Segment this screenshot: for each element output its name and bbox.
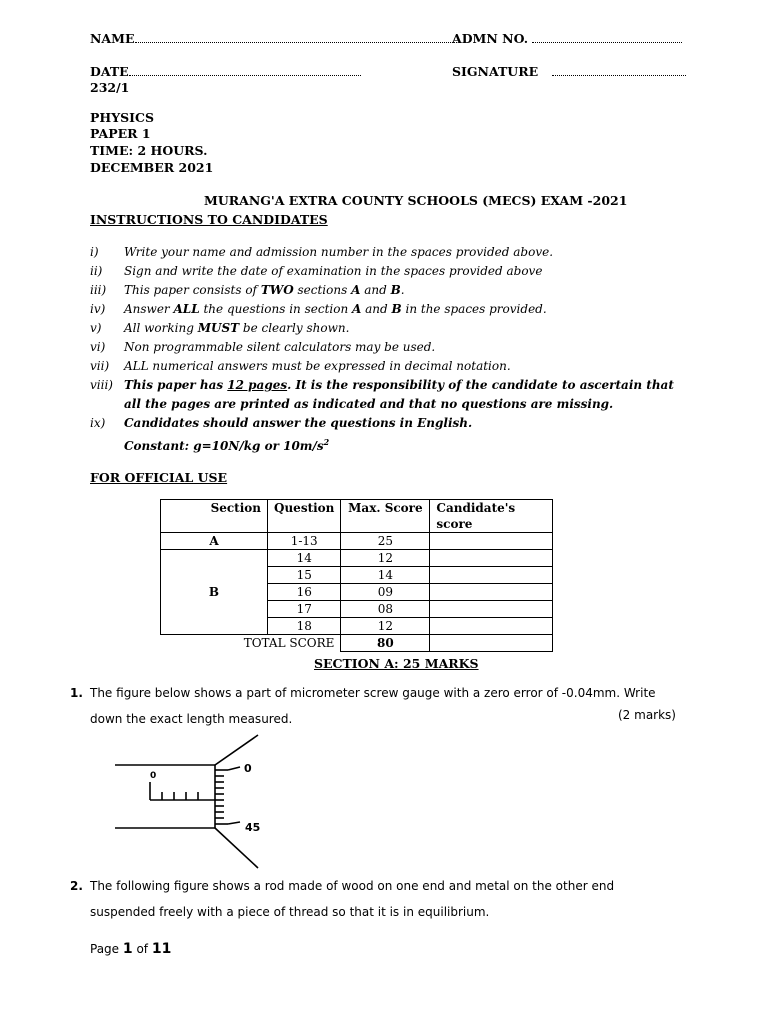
instruction-item: [90, 300, 690, 319]
question-cell: 17: [268, 601, 341, 618]
instruction-text-part: Candidates should answer the questions in English.: [124, 416, 473, 430]
instruction-text: Answer ALL the questions in section A and B in the spaces provided.: [124, 302, 547, 316]
admn-dotted-line: [532, 32, 682, 43]
question-text: The following figure shows a rod made of wood on one end and metal on the other end suspended freely with a piece of thread so that it is in equilibrium.: [90, 879, 615, 919]
micrometer-figure: [110, 730, 290, 875]
total-row: [161, 635, 553, 652]
signature-label: SIGNATURE: [452, 64, 539, 79]
question-2: [70, 873, 680, 925]
footer-page-word: Page: [90, 942, 120, 956]
instruction-item: [90, 262, 690, 281]
time-allowed: TIME: 2 HOURS.: [90, 143, 208, 158]
constant-text: Constant: g=10N/kg or 10m/s: [124, 439, 324, 453]
instruction-number: vii): [90, 359, 110, 373]
footer-of-word: of: [136, 942, 149, 956]
candidate-score-cell[interactable]: [430, 533, 553, 550]
question-cell: 14: [268, 550, 341, 567]
constant-superscript: 2: [323, 437, 330, 447]
instruction-item: [90, 243, 690, 262]
paper-number: PAPER 1: [90, 126, 151, 141]
thimble-bottom-bevel: [215, 828, 258, 868]
candidate-score-cell[interactable]: [430, 618, 553, 635]
score-table: [160, 499, 553, 652]
instruction-text: [124, 414, 690, 456]
name-label: NAME: [90, 31, 135, 46]
total-value: 80: [341, 635, 430, 652]
question-number: 2.: [70, 879, 83, 893]
candidate-score-cell[interactable]: [430, 601, 553, 618]
candidate-score-cell[interactable]: [430, 550, 553, 567]
header-section: Section: [161, 500, 268, 533]
name-field: [90, 31, 457, 46]
question-1-marks: (2 marks): [618, 708, 676, 722]
instruction-text: ALL numerical answers must be expressed in decimal notation.: [124, 359, 511, 373]
instruction-number: iv): [90, 302, 106, 316]
page-count-text: 12 pages: [227, 378, 288, 392]
instruction-text: Write your name and admission number in the spaces provided above.: [124, 245, 554, 259]
page-footer: [90, 941, 171, 957]
subject: PHYSICS: [90, 110, 154, 125]
instruction-number: i): [90, 245, 99, 259]
footer-page-number: 1: [122, 941, 133, 957]
official-use-heading: FOR OFFICIAL USE: [90, 470, 228, 485]
exam-date: DECEMBER 2021: [90, 160, 214, 175]
instruction-number: ix): [90, 416, 106, 430]
table-row: [161, 550, 553, 567]
instruction-item: [90, 338, 690, 357]
max-score-cell: 12: [341, 550, 430, 567]
exam-title: MURANG'A EXTRA COUNTY SCHOOLS (MECS) EXAM -2021: [204, 193, 628, 208]
signature-dotted-line: [552, 65, 686, 76]
instruction-text: Sign and write the date of examination in the spaces provided above: [124, 264, 543, 278]
candidate-score-cell[interactable]: [430, 584, 553, 601]
emphasis-text: A: [352, 302, 362, 316]
date-label: DATE: [90, 64, 129, 79]
emphasis-text: B: [390, 283, 401, 297]
table-header-row: [161, 500, 553, 533]
admn-field: [452, 31, 682, 46]
header-candidate-score: Candidate's score: [430, 500, 553, 533]
header-question: Question: [268, 500, 341, 533]
emphasis-text: A: [351, 283, 361, 297]
instruction-number: vi): [90, 340, 106, 354]
max-score-cell: 12: [341, 618, 430, 635]
question-cell: 15: [268, 567, 341, 584]
emphasis-text: ALL: [173, 302, 200, 316]
question-1: [70, 680, 680, 732]
instruction-number: ii): [90, 264, 103, 278]
candidate-score-cell[interactable]: [430, 567, 553, 584]
question-cell: 1-13: [268, 533, 341, 550]
instruction-text-part: This paper has: [124, 378, 228, 392]
question-text: The figure below shows a part of micrometer screw gauge with a zero error of -0.04mm. Write down the exact length measured.: [90, 686, 656, 726]
instruction-text: [124, 376, 690, 414]
instructions-list: [90, 243, 690, 456]
max-score-cell: 14: [341, 567, 430, 584]
instruction-number: v): [90, 321, 102, 335]
max-score-cell: 08: [341, 601, 430, 618]
question-cell: 16: [268, 584, 341, 601]
admn-label: ADMN NO.: [452, 31, 529, 46]
signature-field: [452, 64, 686, 79]
max-score-cell: 09: [341, 584, 430, 601]
max-score-cell: 25: [341, 533, 430, 550]
section-b-cell: B: [161, 550, 268, 635]
question-cell: 18: [268, 618, 341, 635]
section-a-heading: SECTION A: 25 MARKS: [314, 656, 479, 671]
instruction-item: [90, 319, 690, 338]
emphasis-text: B: [391, 302, 402, 316]
thimble-top-bevel: [215, 735, 258, 765]
instruction-item: [90, 376, 690, 414]
instruction-number: iii): [90, 283, 107, 297]
thimble-45-label: 45: [245, 821, 261, 834]
question-number: 1.: [70, 686, 83, 700]
instruction-text: This paper consists of TWO sections A and B.: [124, 283, 405, 297]
instruction-item: [90, 357, 690, 376]
instruction-number: viii): [90, 378, 113, 392]
emphasis-text: TWO: [260, 283, 294, 297]
sleeve-zero-label: 0: [150, 771, 157, 781]
instruction-text: Non programmable silent calculators may be used.: [124, 340, 436, 354]
total-candidate-cell[interactable]: [430, 635, 553, 652]
table-row: [161, 533, 553, 550]
instruction-text: All working MUST be clearly shown.: [124, 321, 350, 335]
instruction-item: [90, 281, 690, 300]
instruction-text-part: . It is the responsibility of the candidate to ascertain that all the pages are printed as indicated and that no questions are missing.: [124, 378, 674, 411]
date-dotted-line: [129, 65, 361, 76]
name-dotted-line: [135, 32, 457, 43]
date-field: [90, 64, 361, 79]
emphasis-text: MUST: [197, 321, 240, 335]
thimble-zero-label: 0: [244, 762, 252, 775]
paper-code: 232/1: [90, 80, 130, 95]
total-label: TOTAL SCORE: [161, 635, 341, 652]
instruction-item: [90, 414, 690, 456]
footer-total-pages: 11: [151, 941, 172, 957]
header-max-score: Max. Score: [341, 500, 430, 533]
section-a-cell: A: [161, 533, 268, 550]
instructions-heading: INSTRUCTIONS TO CANDIDATES: [90, 212, 328, 227]
